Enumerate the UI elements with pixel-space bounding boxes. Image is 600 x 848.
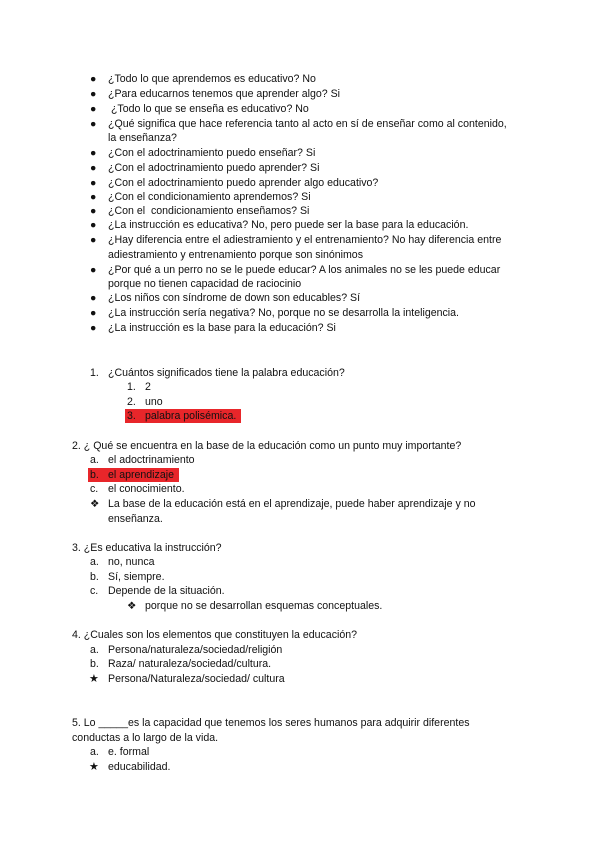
diamond-bullet-icon: ❖ [127,600,137,612]
star-icon: ★ [89,761,99,773]
star-icon: ★ [89,673,99,685]
diamond-bullet-icon: ❖ [90,498,100,510]
page: ● ¿Todo lo que aprendemos es educativo? No ● ¿Para educarnos tenemos que aprender algo? Si ● ¿Todo lo que se enseña es educativo? No ● ¿Qué significa que hace referencia tanto al acto en sí de enseñar como al contenido, la enseñanza? ● ¿Con el adoctrinamiento puedo enseñar? Si ● ¿Con el adoctrinamiento puedo aprender? Si ● ¿Con el adoctrinamiento puedo aprender algo educativo? ● ¿Con el condicionamiento aprendemos? Si ● ¿Con el condicionamiento enseñamos? Si ● ¿La instrucción es educativa? No, pero puede ser la base para la educación. ● ¿Hay diferencia entre el adiestramiento y el entrenamiento? No hay diferencia entre adiestramiento y entrenamiento porque son sinónimos ● ¿Por qué a un perro no se le puede educar? A los animales no se les puede educar porque no tienen capacidad de raciocinio ● ¿Los niños con síndrome de down son educables? Sí ● ¿La instrucción sería negativa? No, porque no se desarrolla la inteligencia. ● ¿La instrucción es la base para la educación? Si 1. ¿Cuántos significados tiene la palabra educación? 1. 2 2. uno 3. palabra polisémica. 2. ¿ Qué se encuentra en la base de la educación como un punto muy importante? a. el adoctrinamiento b. el aprendizaje c. el conocimiento. ❖ La base de la educación está en el aprendizaje, puede haber aprendizaje y no enseñanza. 3. ¿Es educativa la instrucción? a. no, nunca b. Sí, siempre. c. Depende de la situación. ❖ porque no se desarrollan esquemas conceptuales. 4. ¿Cuales son los elementos que constituyen la educación? a. Persona/naturaleza/sociedad/religión b. Raza/ naturaleza/sociedad/cultura. ★ Persona/Naturaleza/sociedad/ cultura 5. Lo _____es la capacidad que tenemos los seres humanos para adquirir diferentes conductas a lo largo de la vida. a. e. formal ★ educabilidad. [72,73,507,773]
